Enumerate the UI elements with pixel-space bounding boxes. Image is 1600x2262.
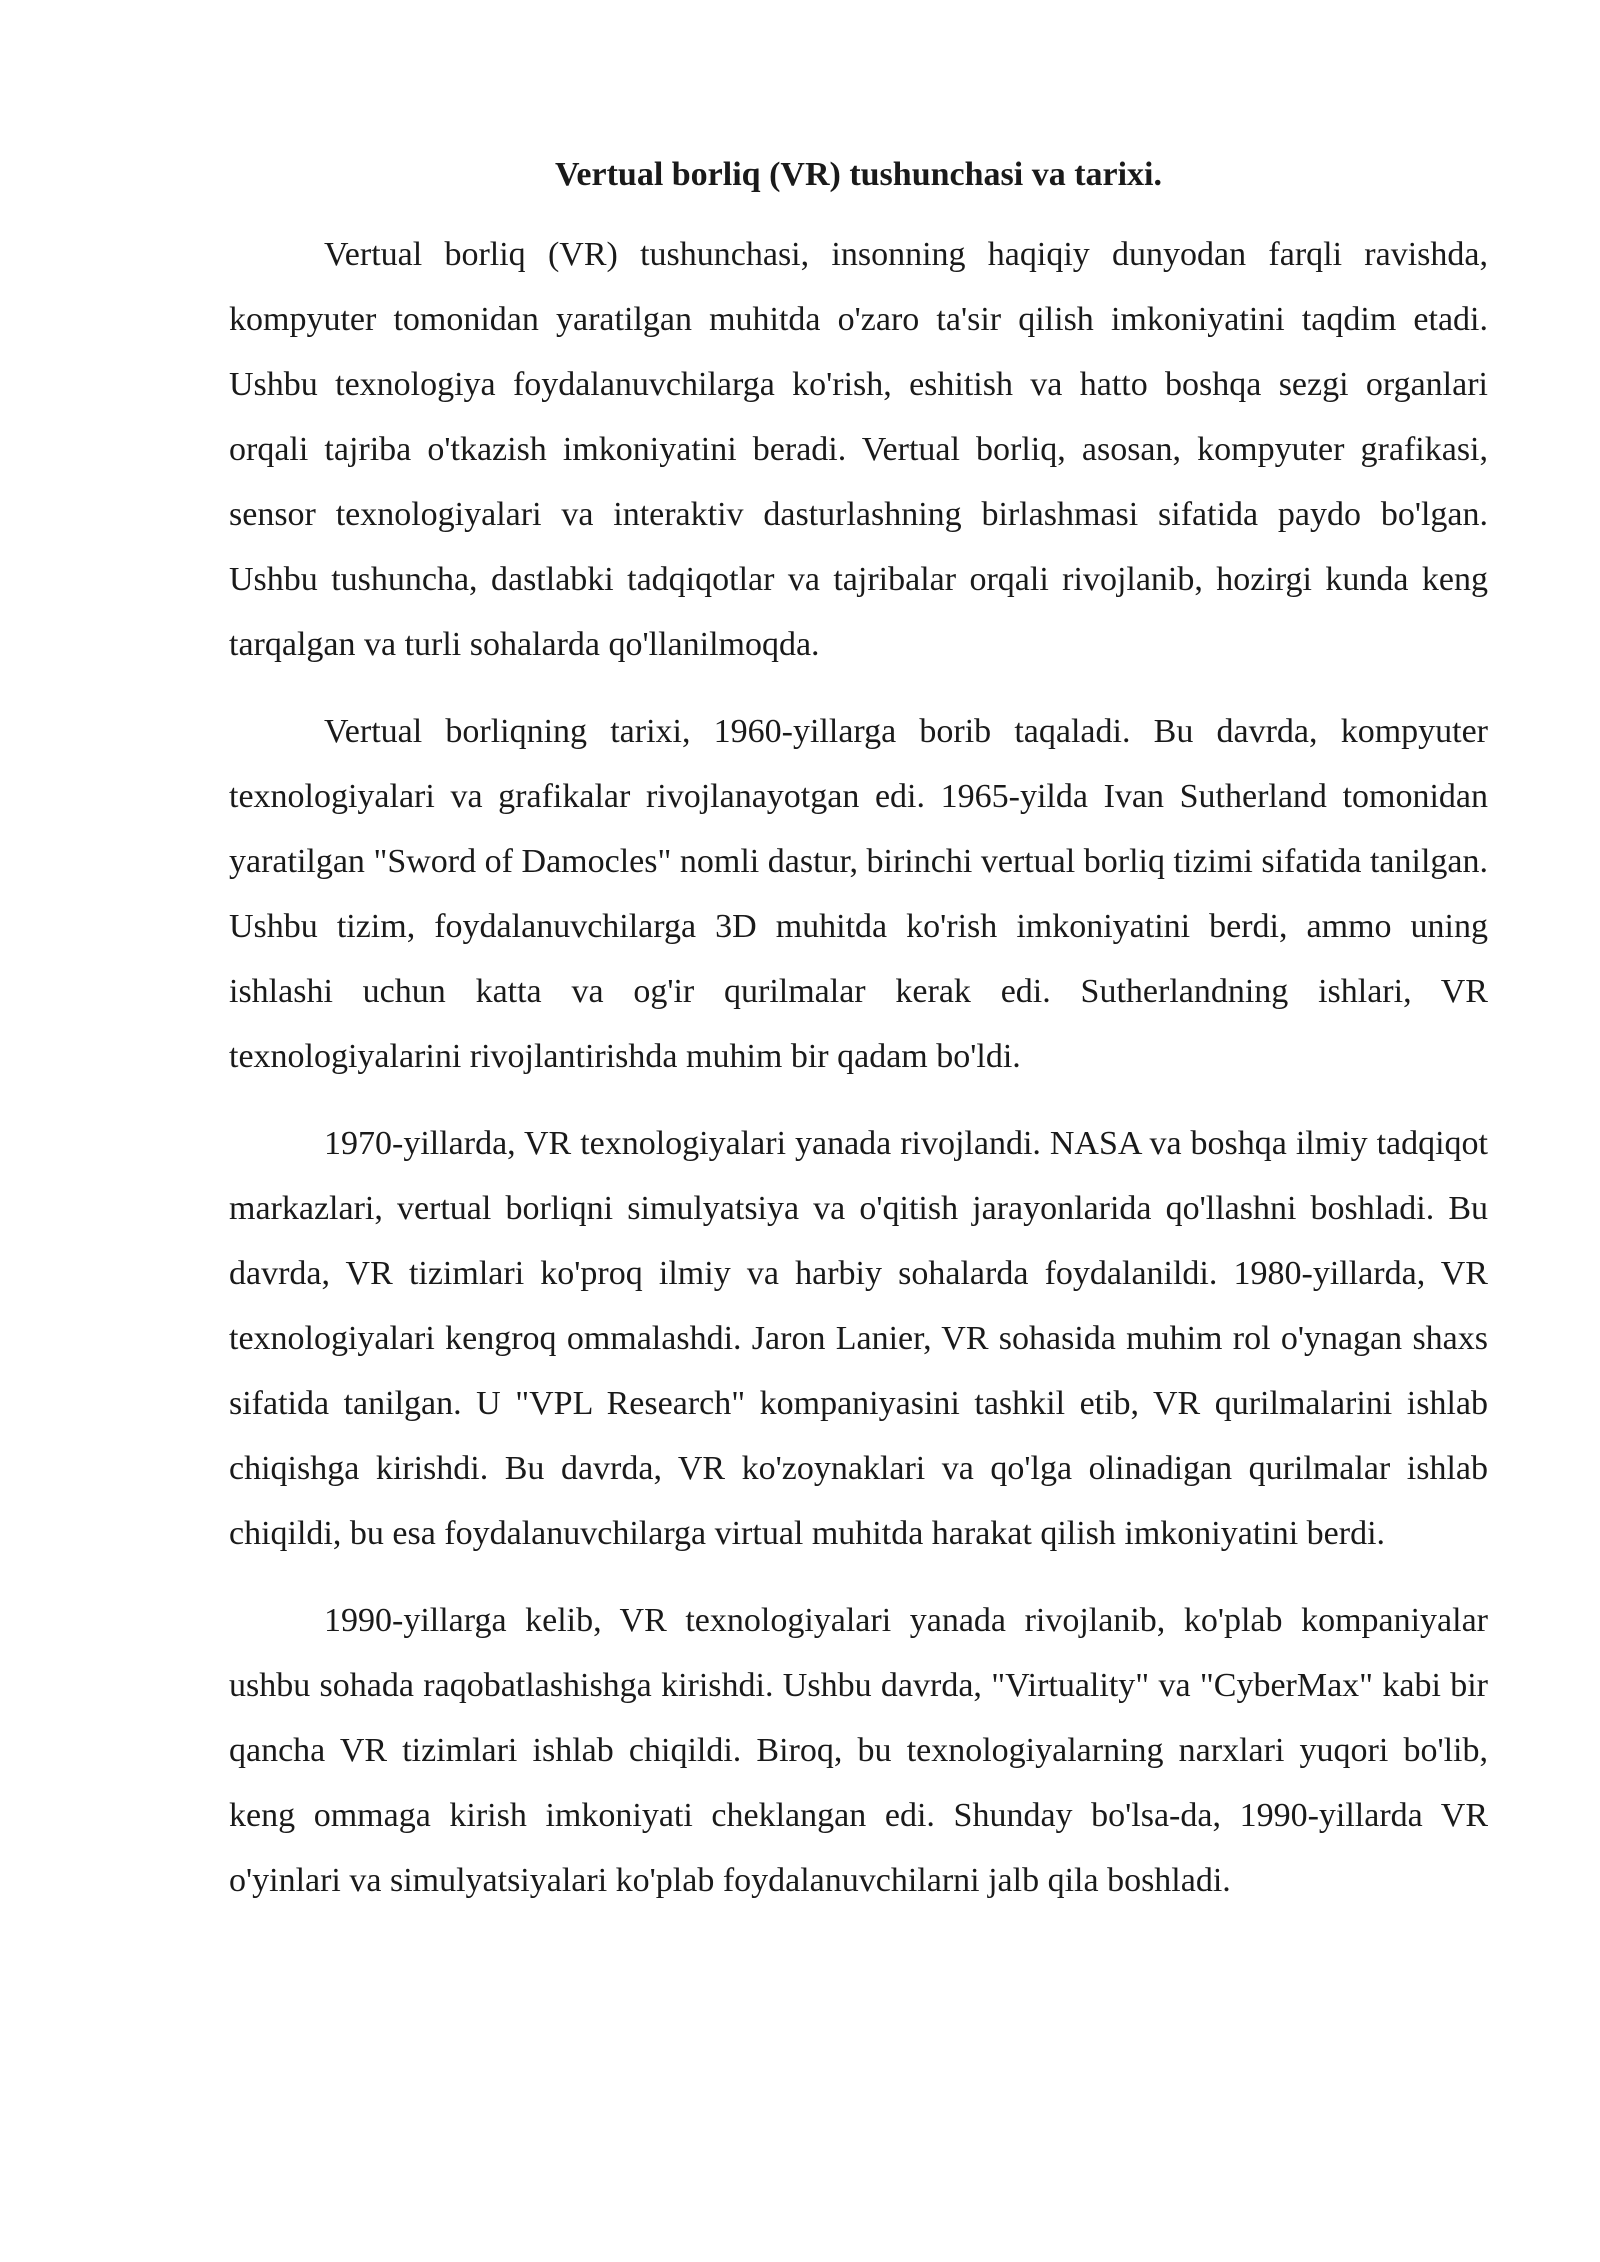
paragraph-vr-concept: Vertual borliq (VR) tushunchasi, insonning haqiqiy dunyodan farqli ravishda, kompyuter tomonidan yaratilgan muhitda o'zaro ta'sir qilish imkoniyatini taqdim etadi. Ushbu texnologiya foydalanuvchilarga ko'rish, eshitish va hatto boshqa sezgi organlari orqali tajriba o'tkazish imkoniyatini beradi. Vertual borliq, asosan, kompyuter grafikasi, sensor texnologiyalari va interaktiv dasturlashning birlashmasi sifatida paydo bo'lgan. Ushbu tushuncha, dastlabki tadqiqotlar va tajribalar orqali rivojlanib, hozirgi kunda keng tarqalgan va turli sohalarda qo'llanilmoqda. <box>229 236 1488 663</box>
paragraph-vr-1990s: 1990-yillarga kelib, VR texnologiyalari yanada rivojlanib, ko'plab kompaniyalar ushbu sohada raqobatlashishga kirishdi. Ushbu davrda, "Virtuality" va "CyberMax" kabi bir qancha VR tizimlari ishlab chiqildi. Biroq, bu texnologiyalarning narxlari yuqori bo'lib, keng ommaga kirish imkoniyati cheklangan edi. Shunday bo'lsa-da, 1990-yillarda VR o'yinlari va simulyatsiyalari ko'plab foydalanuvchilarni jalb qila boshladi. <box>229 1602 1488 1899</box>
paragraph-vr-1970s-1980s: 1970-yillarda, VR texnologiyalari yanada rivojlandi. NASA va boshqa ilmiy tadqiqot markazlari, vertual borliqni simulyatsiya va o'qitish jarayonlarida qo'llashni boshladi. Bu davrda, VR tizimlari ko'proq ilmiy va harbiy sohalarda foydalanildi. 1980-yillarda, VR texnologiyalari kengroq ommalashdi. Jaron Lanier, VR sohasida muhim rol o'ynagan shaxs sifatida tanilgan. U "VPL Research" kompaniyasini tashkil etib, VR qurilmalarini ishlab chiqishga kirishdi. Bu davrda, VR ko'zoynaklari va qo'lga olinadigan qurilmalar ishlab chiqildi, bu esa foydalanuvchilarga virtual muhitda harakat qilish imkoniyatini berdi. <box>229 1125 1488 1552</box>
paragraph-vr-1960s: Vertual borliqning tarixi, 1960-yillarga borib taqaladi. Bu davrda, kompyuter texnologiyalari va grafikalar rivojlanayotgan edi. 1965-yilda Ivan Sutherland tomonidan yaratilgan "Sword of Damocles" nomli dastur, birinchi vertual borliq tizimi sifatida tanilgan. Ushbu tizim, foydalanuvchilarga 3D muhitda ko'rish imkoniyatini berdi, ammo uning ishlashi uchun katta va og'ir qurilmalar kerak edi. Sutherlandning ishlari, VR texnologiyalarini rivojlantirishda muhim bir qadam bo'ldi. <box>229 713 1488 1075</box>
document-title: Vertual borliq (VR) tushunchasi va tarixi. <box>554 156 1163 193</box>
document-body <box>229 150 1488 1935</box>
